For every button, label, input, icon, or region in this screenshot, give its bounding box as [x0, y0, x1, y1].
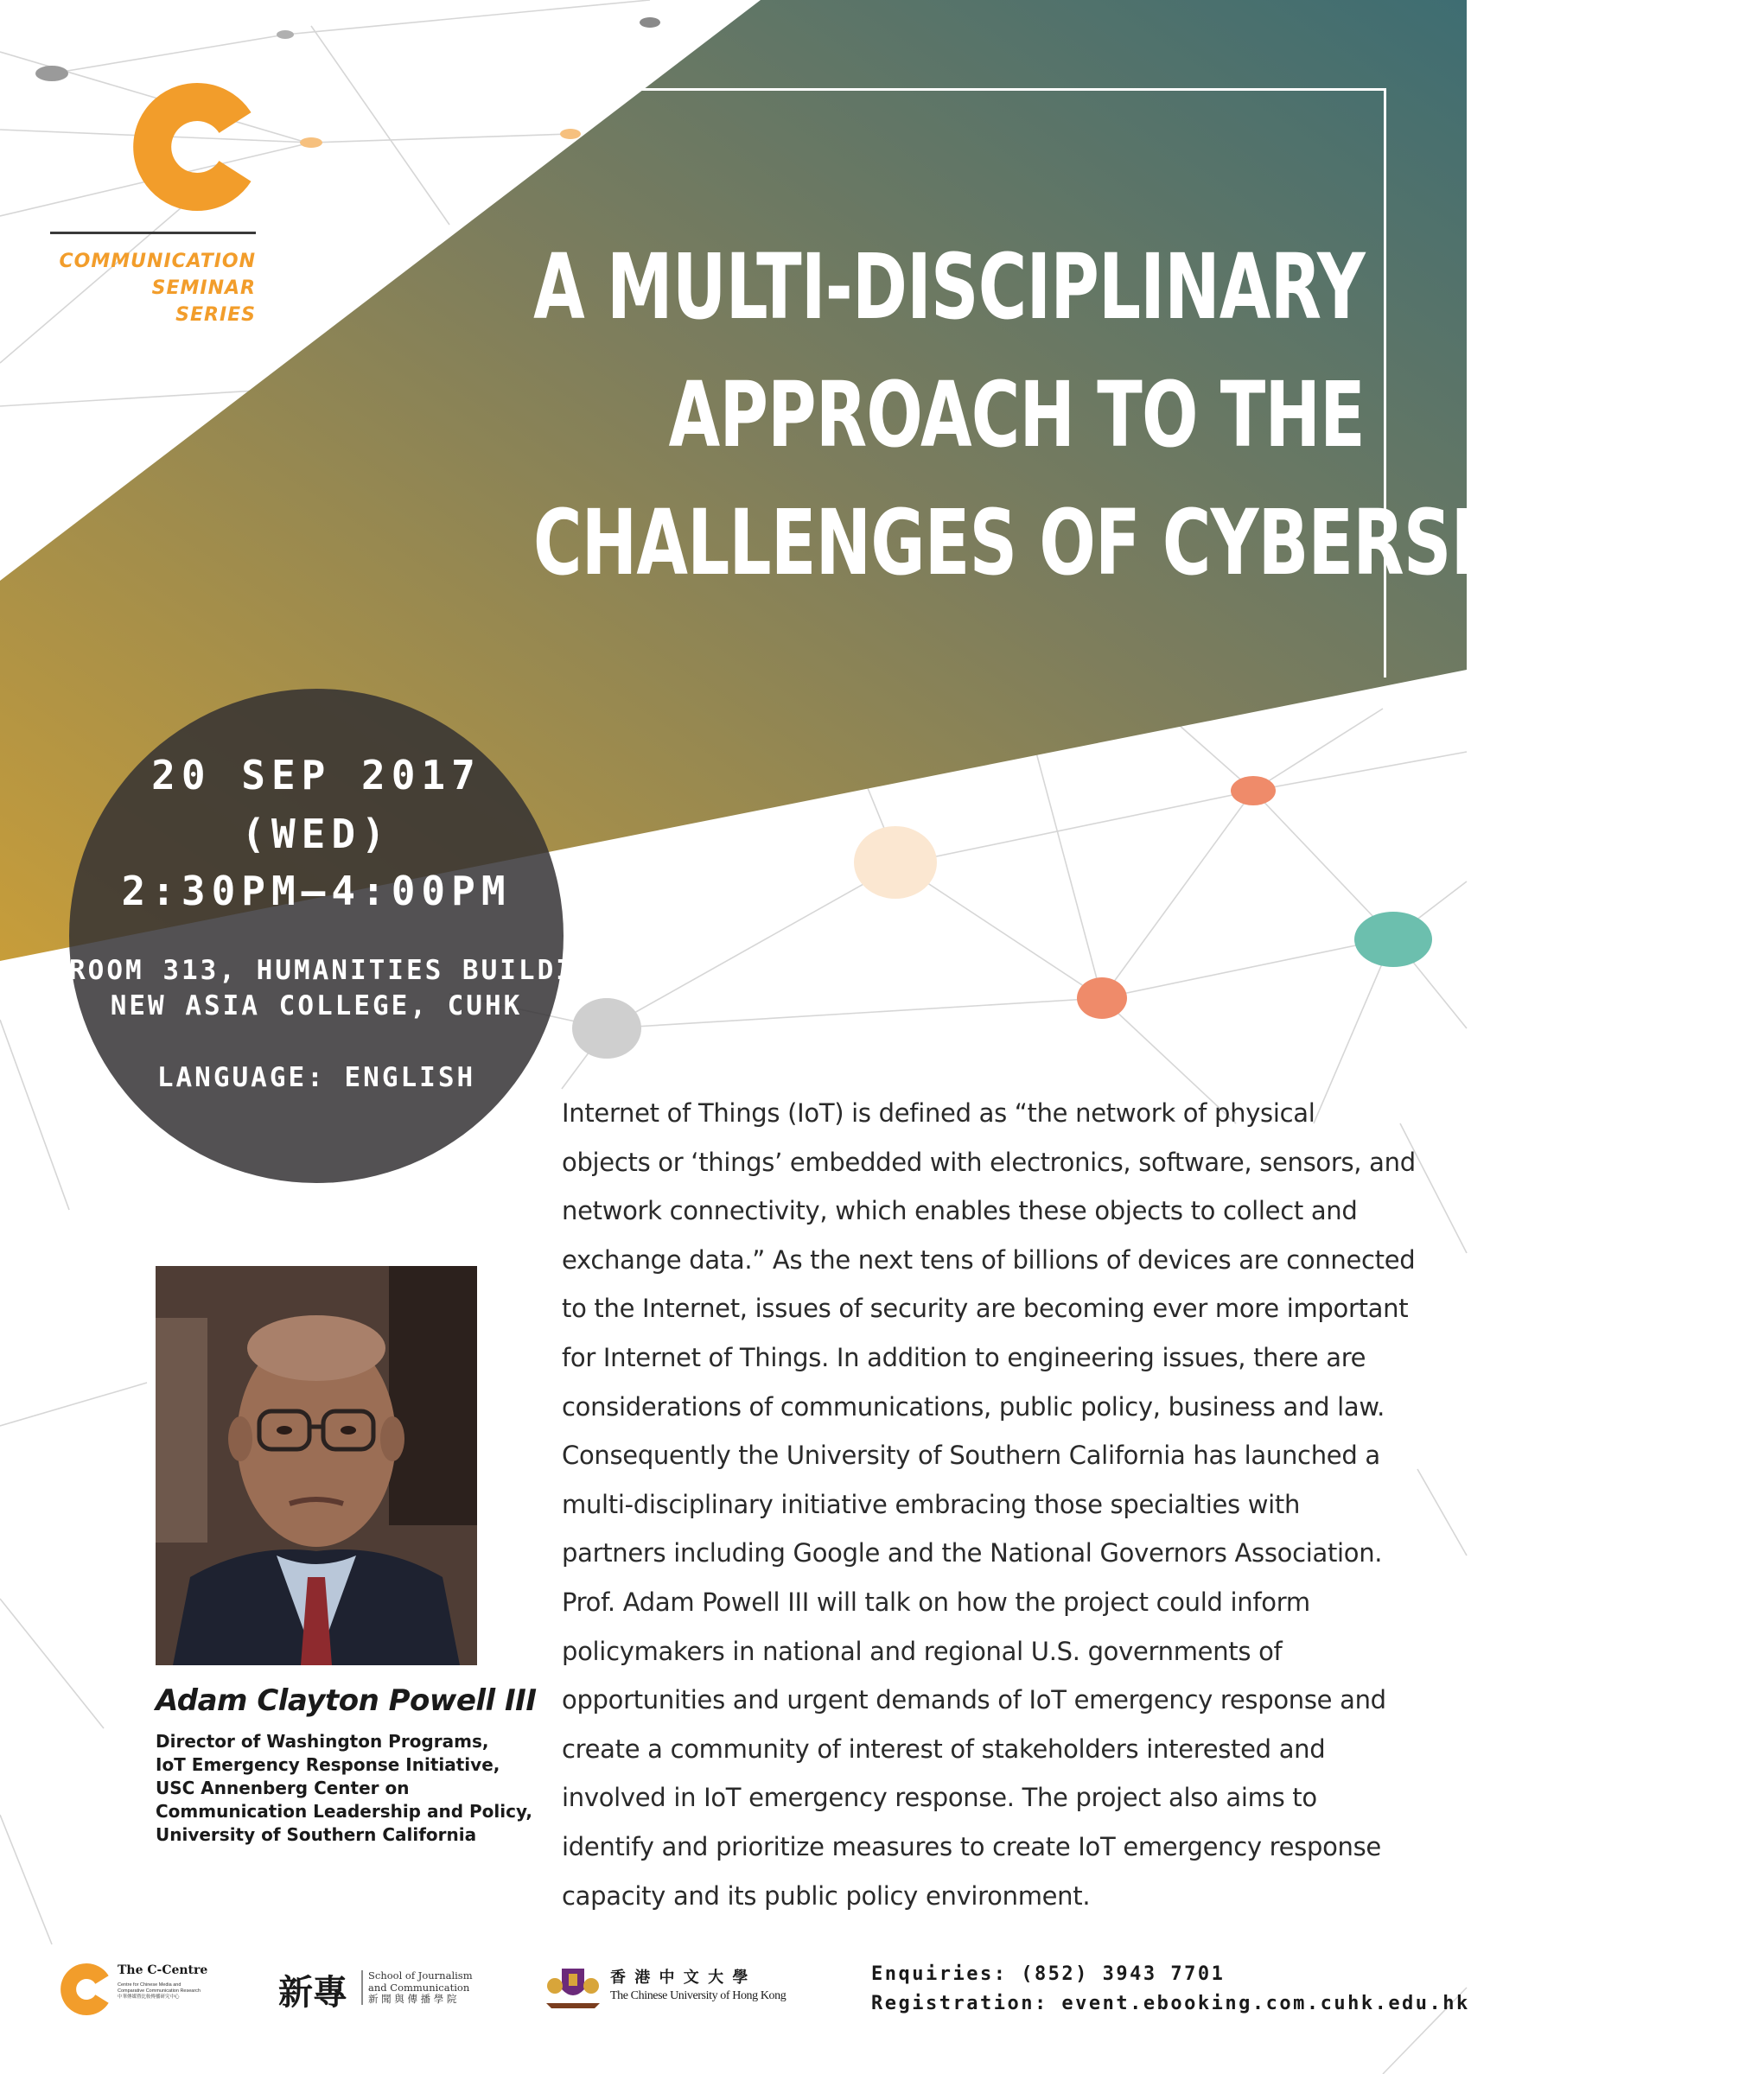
abstract-line: policymakers in national and regional U.S. governments of [562, 1636, 1283, 1666]
school-name-line: 新 聞 與 傳 播 學 院 [368, 1993, 457, 2005]
abstract-line: identify and prioritize measures to create IoT emergency response [562, 1831, 1381, 1861]
cuhk-logo[interactable] [543, 1962, 819, 2017]
series-line-1: COMMUNICATION [59, 251, 256, 272]
series-line-3: SERIES [175, 304, 256, 326]
speaker-role-line: University of Southern California [156, 1824, 477, 1845]
abstract-line: Consequently the University of Southern California has launched a [562, 1441, 1380, 1471]
series-label [60, 248, 256, 328]
c-centre-subtitle: 中華傳媒暨比較傳播研究中心 [118, 1994, 180, 2000]
venue-line-2: NEW ASIA COLLEGE, CUHK [110, 990, 523, 1021]
abstract-line: exchange data.” As the next tens of billions of devices are connected [562, 1244, 1416, 1275]
abstract-line: Internet of Things (IoT) is defined as “the network of physical [562, 1098, 1315, 1128]
cuhk-english-name: The Chinese University of Hong Kong [610, 1989, 786, 2002]
c-centre-icon [64, 1965, 111, 2014]
abstract-line: partners including Google and the National Governors Association. [562, 1538, 1383, 1568]
c-centre-name: The C-Centre [118, 1963, 208, 1977]
abstract-line: Prof. Adam Powell III will talk on how the project could inform [562, 1587, 1310, 1617]
school-name-line: and Communication [368, 1981, 470, 1994]
title-line-1: A MULTI-DISCIPLINARY [533, 234, 1365, 340]
school-name-line: School of Journalism [368, 1969, 473, 1982]
cuhk-chinese-name: 香 港 中 文 大 學 [610, 1969, 750, 1987]
c-centre-subtitle: Centre for Chinese Media and [118, 1982, 181, 1988]
seminar-title [533, 223, 1764, 607]
abstract-line: involved in IoT emergency response. The project also aims to [562, 1783, 1317, 1813]
abstract-line: considerations of communications, public policy, business and law. [562, 1391, 1385, 1422]
logo-divider [50, 232, 256, 234]
event-weekday: (WED) [241, 811, 392, 857]
speaker-role-line: USC Annenberg Center on [156, 1778, 410, 1798]
abstract-line: multi-disciplinary initiative embracing those specialties with [562, 1489, 1301, 1519]
abstract-line: network connectivity, which enables these objects to collect and [562, 1196, 1358, 1226]
event-date: 20 SEP 2017 [151, 752, 481, 798]
speaker-photo [156, 1266, 477, 1665]
speaker-role-line: Director of Washington Programs, [156, 1731, 489, 1752]
school-glyph: 新專 [278, 1972, 347, 2013]
c-logo-icon [145, 86, 256, 207]
enquiries-text: Enquiries: (852) 3943 7701 [871, 1963, 1226, 1985]
abstract-line: to the Internet, issues of security are becoming ever more important [562, 1294, 1409, 1324]
seminar-abstract [562, 1089, 1416, 1920]
abstract-line: capacity and its public policy environment. [562, 1880, 1091, 1911]
speaker-role-line: IoT Emergency Response Initiative, [156, 1754, 500, 1775]
speaker-name: Adam Clayton Powell III [156, 1683, 537, 1718]
abstract-line: opportunities and urgent demands of IoT emergency response and [562, 1685, 1386, 1715]
title-line-2: APPROACH TO THE [668, 362, 1365, 468]
c-centre-logo[interactable] [64, 1963, 245, 2015]
event-language: LANGUAGE: ENGLISH [156, 1062, 476, 1093]
c-centre-subtitle: Comparative Communication Research [118, 1988, 201, 1994]
venue-line-1: ROOM 313, HUMANITIES BUILDING, [69, 955, 631, 986]
cuhk-crest-icon [543, 1963, 603, 2012]
abstract-line: objects or ‘things’ embedded with electronics, software, sensors, and [562, 1147, 1416, 1177]
school-divider [361, 1970, 363, 2005]
series-line-2: SEMINAR [151, 277, 256, 299]
school-logo[interactable] [278, 1963, 494, 2015]
title-line-3: CHALLENGES OF CYBERSECURITY [533, 490, 1764, 595]
abstract-line: create a community of interest of stakeholders interested and [562, 1734, 1326, 1764]
event-time: 2:30PM–4:00PM [121, 868, 512, 914]
speaker-role-line: Communication Leadership and Policy, [156, 1801, 533, 1822]
abstract-line: for Internet of Things. In addition to engineering issues, there are [562, 1342, 1366, 1372]
speaker-title [156, 1730, 533, 1847]
registration-link[interactable]: Registration: event.ebooking.com.cuhk.edu.hk [871, 1993, 1470, 2014]
contact-info [871, 1960, 1470, 2019]
